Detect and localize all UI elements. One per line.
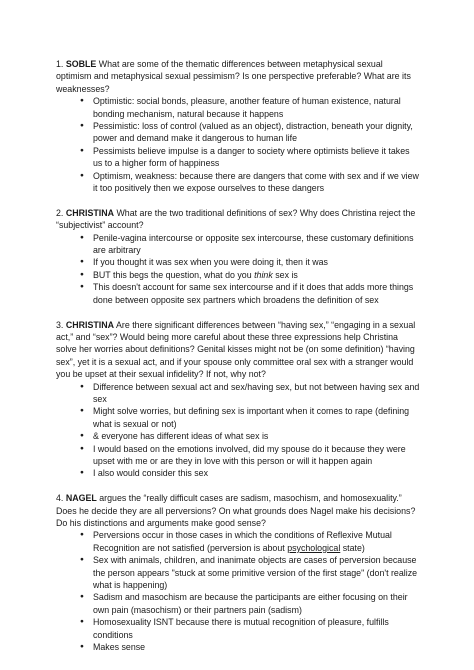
answer-bullet: ● Homosexuality ISNT because there is mutual recognition of pleasure, fulfills conditions bbox=[82, 616, 420, 641]
question-section bbox=[56, 492, 420, 653]
answer-bullet: ● BUT this begs the question, what do you think sex is bbox=[82, 269, 420, 281]
answer-list bbox=[56, 529, 420, 653]
answer-bullet: ● Optimism, weakness: because there are dangers that come with sex and if we view it too positively then we expose ourselves to these dangers bbox=[82, 170, 420, 195]
answer-bullet: ● & everyone has different ideas of what sex is bbox=[82, 430, 420, 442]
answer-bullet: ● Sadism and masochism are because the participants are either focusing on their own pain (masochism) or their partners pain (sadism) bbox=[82, 591, 420, 616]
answer-bullet: ● Sex with animals, children, and inanimate objects are cases of perversion because the person appears "stuck at some primitive version of the first stage" (don't realize what is happening) bbox=[82, 554, 420, 591]
answer-bullet: ● If you thought it was sex when you were doing it, then it was bbox=[82, 256, 420, 268]
answer-list bbox=[56, 95, 420, 194]
underlined-word: psychological bbox=[287, 542, 341, 553]
answer-bullet: ● Pessimists believe impulse is a danger to society where optimists believe it takes us to a higher form of happiness bbox=[82, 145, 420, 170]
author-name: CHRISTINA bbox=[65, 207, 114, 218]
author-name: SOBLE bbox=[65, 59, 97, 69]
answer-list bbox=[56, 232, 420, 306]
answer-bullet: ● Difference between sexual act and sex/having sex, but not between having sex and sex bbox=[82, 381, 420, 406]
author-name: CHRISTINA bbox=[65, 319, 114, 330]
answer-bullet: ● I would based on the emotions involved, did my spouse do it because they were upset with me or are they in love with this person or will it happen again bbox=[82, 443, 420, 468]
question-text: 2. CHRISTINA What are the two traditional definitions of sex? Why does Christina reject the “subjectivist” account? bbox=[56, 207, 416, 231]
answer-bullet: ● Pessimistic: loss of control (valued as an object), distraction, beneath your dignity, power and demand make it dangerous to human life bbox=[82, 120, 420, 145]
emphasized-word: think bbox=[254, 269, 273, 280]
answer-bullet: ● Might solve worries, but defining sex is important when it comes to rape (defining what is sexual or not) bbox=[82, 405, 420, 430]
answer-list bbox=[56, 381, 420, 480]
question-section bbox=[56, 58, 420, 194]
answer-bullet: ● This doesn't account for same sex intercourse and if it does that adds more things done between opposite sex partners which broadens the definition of sex bbox=[82, 281, 420, 306]
question-text: 3. CHRISTINA Are there significant differences between “having sex,” “engaging in a sexual act,” and “sex”? Would being more careful about these three expressions help Christina solve her worries about definitions? Genital kisses might not be (on some definition) “having sex”, yet it is a sexual act, and if your spouse only committee oral sex with a stranger would you be upset at their sexual infidelity? If not, why not? bbox=[56, 319, 416, 380]
answer-bullet: ● Optimistic: social bonds, pleasure, another feature of human existence, natural bonding mechanism, natural because it happens bbox=[82, 95, 420, 120]
question-section bbox=[56, 319, 420, 480]
author-name: NAGEL bbox=[65, 493, 97, 504]
question-text: 1. SOBLE What are some of the thematic differences between metaphysical sexual optimism and metaphysical sexual pessimism? Is one perspective preferable? What are its weaknesses? bbox=[56, 59, 411, 94]
answer-bullet: ● Penile-vagina intercourse or opposite sex intercourse, these customary definitions are arbitrary bbox=[82, 232, 420, 257]
answer-bullet: ● I also would consider this sex bbox=[82, 467, 420, 479]
answer-bullet: ● Perversions occur in those cases in which the conditions of Reflexive Mutual Recognition are not satisfied (perversion is about psychological state) bbox=[82, 529, 420, 554]
question-section bbox=[56, 207, 420, 306]
question-text: 4. NAGEL argues the “really difficult cases are sadism, masochism, and homosexuality.” Does he decide they are all perversions? On what grounds does Nagel make his decisions? Do his distinctions and arguments make good sense? bbox=[56, 493, 416, 528]
answer-bullet: ● Makes sense bbox=[82, 641, 420, 653]
